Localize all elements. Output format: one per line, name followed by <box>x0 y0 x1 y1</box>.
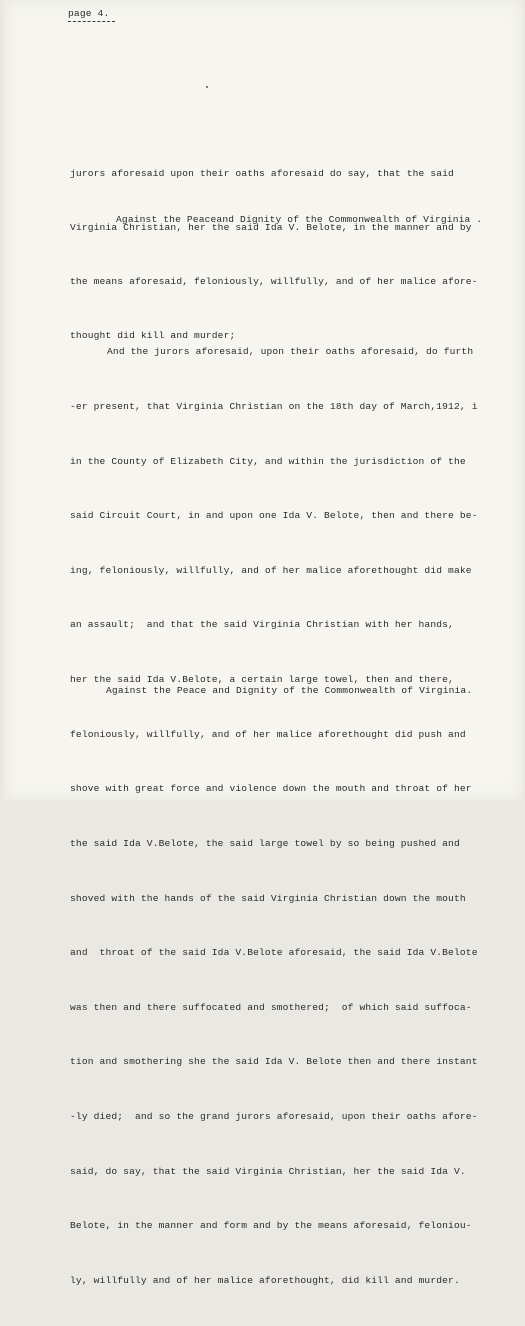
document-page <box>4 0 523 1286</box>
paragraph-1-line: jurors aforesaid upon their oaths aforesaid do say, that the said <box>70 168 454 179</box>
paragraph-2-line: in the County of Elizabeth City, and within the jurisdiction of the <box>70 455 466 467</box>
page-number: page 4. <box>68 8 110 19</box>
paragraph-2-line: shoved with the hands of the said Virginia Christian down the mouth <box>70 892 466 904</box>
paragraph-2-line: feloniously, willfully, and of her malice aforethought did push and <box>70 728 466 740</box>
closing-statement-1: Against the Peaceand Dignity of the Commonwealth of Virginia . <box>116 214 483 225</box>
paragraph-2-line: ing, feloniously, willfully, and of her malice aforethought did make <box>70 564 472 576</box>
ink-speck <box>206 86 208 88</box>
paragraph-2-line: -er present, that Virginia Christian on the 18th day of March,1912, i <box>70 401 478 413</box>
paragraph-2-line: shove with great force and violence down the mouth and throat of her <box>70 783 472 795</box>
paragraph-2-line: ly, willfully and of her malice aforethought, did kill and murder. <box>70 1274 460 1286</box>
page-number-underline <box>68 21 115 22</box>
paragraph-1-line: Virginia Christian, her the said Ida V. Belote, in the manner and by <box>70 222 472 233</box>
paragraph-2-line: And the jurors aforesaid, upon their oaths aforesaid, do furth <box>107 346 474 358</box>
paragraph-2-line: her the said Ida V.Belote, a certain large towel, then and there, <box>70 674 454 686</box>
paragraph-2-line: said Circuit Court, in and upon one Ida V. Belote, then and there be- <box>70 510 478 522</box>
paragraph-2-line: -ly died; and so the grand jurors aforesaid, upon their oaths afore- <box>70 1110 478 1122</box>
paragraph-2 <box>70 307 478 1326</box>
paragraph-2-line: Belote, in the manner and form and by the means aforesaid, feloniou- <box>70 1220 472 1232</box>
paragraph-2-line: and throat of the said Ida V.Belote aforesaid, the said Ida V.Belote <box>70 947 478 959</box>
paragraph-2-line: an assault; and that the said Virginia Christian with her hands, <box>70 619 454 631</box>
paragraph-2-line: the said Ida V.Belote, the said large towel by so being pushed and <box>70 837 460 849</box>
paragraph-2-line: was then and there suffocated and smothered; of which said suffoca- <box>70 1001 472 1013</box>
paragraph-1-line: the means aforesaid, feloniously, willfully, and of her malice afore- <box>70 276 478 287</box>
paragraph-2-line: tion and smothering she the said Ida V. Belote then and there instant <box>70 1056 478 1068</box>
closing-statement-2: Against the Peace and Dignity of the Commonwealth of Virginia. <box>106 685 473 696</box>
paragraph-2-line: said, do say, that the said Virginia Christian, her the said Ida V. <box>70 1165 466 1177</box>
paragraph-1-line: thought did kill and murder; <box>70 330 236 341</box>
